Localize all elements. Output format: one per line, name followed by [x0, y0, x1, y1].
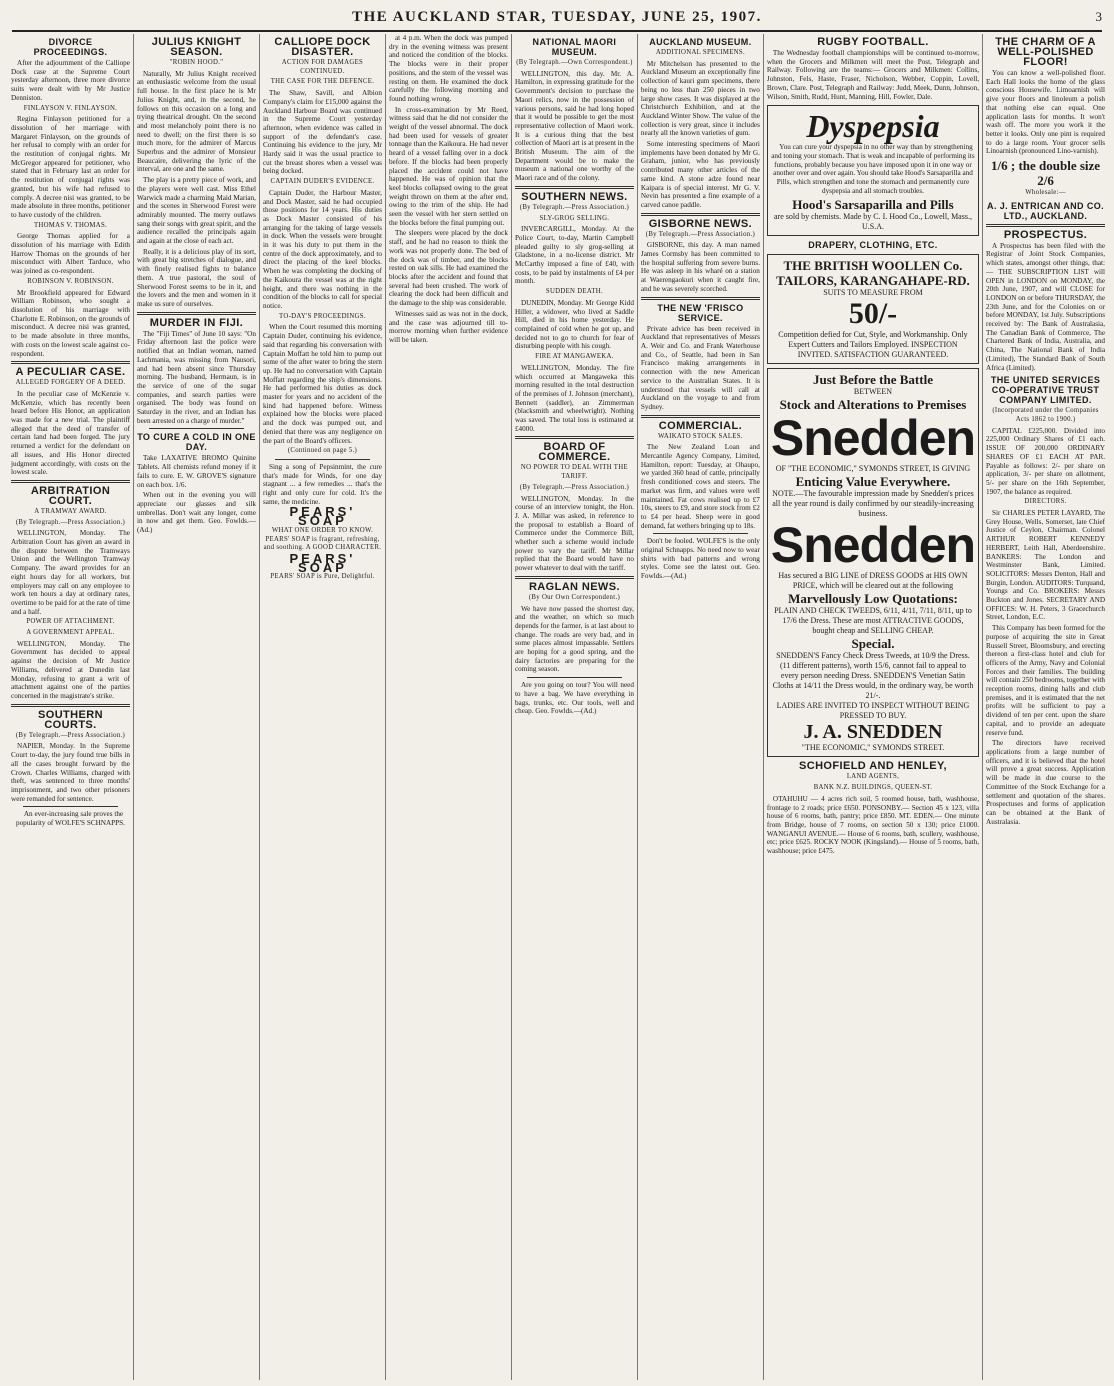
advertisement-text: SNEDDEN'S Fancy Check Dress Tweeds, at 10/9 the Dress. (11 different patterns), worth 15/6, cannot fail to appeal to every person needing Dress. SNEDDEN'S Venetian Satin Cloths at 14/11 the Dress would, in the ordinary way, be worth 21/-. — [772, 651, 974, 701]
article-text: Regina Finlayson petitioned for a dissolution of her marriage with Margaret Finlayson, on the grounds of her refusal to comply with an order for the restitution of conjugal rights. Mr McGregor appeared for petitioner, who stated that in February last an order for the restitution of conjugal rights was granted, but his wife had refused to comply. A decree nisi was granted, to be made absolute in three months, petitioner to have custody of the children. — [11, 115, 130, 219]
column-1 — [8, 34, 134, 1380]
subheading: DIRECTORS. — [1024, 498, 1067, 506]
article-text: Some interesting specimens of Maori implements have been donated by Mr G. Graham, junior, who has previously contributed many other articles of the same kind. A stone adze found near Kaipara is of special interest. Mr G. V. Nevin has presented a fine example of a carved canoe paddle. — [640, 140, 760, 209]
subheading: POWER OF ATTACHMENT. — [26, 618, 115, 626]
article-text: Mr Mitchelson has presented to the Auckland Museum an exceptionally fine collection of kauri gum specimens, there being no less than 250 pieces in two large show cases. It was displayed at the Christchurch Exhibition, and at the Auckland Winter Show. The value of the collection is very great, since it includes nearly all the known varieties of gum. — [640, 59, 760, 138]
advertisement-text: OF "THE ECONOMIC," SYMONDS STREET, IS GIVING — [775, 464, 971, 474]
ad-headline: Marvellously Low Quotations: — [788, 591, 958, 607]
divider — [11, 361, 130, 364]
advertisement-text: SUITS TO MEASURE FROM — [823, 288, 923, 298]
article-text: The play is a pretty piece of work, and the players were well cast. Miss Ethel Warwick made a charming Maid Marian, and the scenes in Sherwood Forest were admirably mounted. The merry outlaws sang their songs with great spirit, and the audience recalled the principals again and again at the close of each act. — [136, 176, 256, 246]
article-text: Really, it is a delicious play of its sort, with great big stretches of dialogue, and with finely realised fights to balance them. A true pastoral, the soul of Sherwood Forest seems to be in it, and the lovers and the men and women in it make us sure of ourselves. — [136, 247, 256, 308]
article-text: NAPIER, Monday. In the Supreme Court to-day, the jury found true bills in all the cases brought forward by the Crown. Charles Williams, charged with theft, was sentenced to three months' imprisonment, and two other prisoners were remanded for sentence. — [11, 742, 130, 803]
article-text: The sleepers were placed by the dock staff, and he had no reason to think the work was not properly done. The bed of the dock was of timber, and the blocks rested on oak sills. He had examined the blocks after the accident and found that several had been crushed. The work of clearing the dock had been difficult and the damage to the ship was considerable. — [388, 229, 508, 308]
advertisement-text: Competition defied for Cut, Style, and Workmanship. Only Expert Cutters and Tailors Employed. INSPECTION INVITED. SATISFACTION GUARANTEED. — [778, 330, 968, 360]
advertisement-text: You can know a well-polished floor. Each Hall looks the home of the glass conscious Housewife. Limoarnish will give your floors and linoleum a polish that nothing else can equal. One application lasts for months. It won't wash off. The more you work it the better it looks. Only one pint is required to do a large room. Your grocer sells Linoarnish (pronounced Lino-varnish). — [986, 69, 1106, 156]
article-text: In the peculiar case of McKenzie v. McKenzie, which has recently been heard before His Honor, an application was made for a new trial. The plaintiff alleged that the deed of transfer of certain land had been forged. The jury returned a verdict for the defendant on all issues, and His Honor directed judgment accordingly, with costs on the lowest scale. — [11, 389, 130, 477]
advertisement-text: OTAHUHU — 4 acres rich soil, 5 roomed house, bath, washhouse, frontage to 2 roads; price £650. PONSONBY.— Section 45 x 123, villa house of 6 rooms, bath, pantry; price £850. MT. EDEN.— One minute from Bridge, house of 7 rooms, on section 50 x 130; price £1000. WANGANUI AVENUE.— House of 6 rooms, bath, scullery, washhouse, etc; price £625. ROCKY NOOK (Kingsland).— House of 5 rooms, bath, washhouse; price £475. — [766, 794, 980, 856]
article-text: The New Zealand Loan and Mercantile Agency Company, Limited, Hamilton, report: Tuesday, at Ohaupo, we yarded 360 head of cattle, principally fresh conditioned cows and steers. The market was firm, and values were well maintained. Fat cows realised up to £7 10s, steers to £9, and store stock from £2 to £4 per head. Sheep were in good demand, fat wethers bringing up to 18s. — [640, 443, 760, 530]
advertisement-text: You can cure your dyspepsia in no other way than by strengthening and toning your stomach. That is weak and incapable of performing its functions, probably because you have imposed upon it in one way or another over and over again. You should take Hood's Sarsaparilla and Pills, which strengthen and tone the stomach and permanently cure dyspepsia and all stomach troubles. — [771, 143, 975, 195]
heading-maori-museum: NATIONAL MAORI MUSEUM. — [532, 37, 617, 57]
column-5 — [512, 34, 638, 1380]
article-text: Captain Duder, the Harbour Master, and Dock Master, said he had occupied those positions for 14 years. His duties as Dock Master consisted of his arranging for the taking of large vessels in dock. When the vessels were brought in it was his duty to put them in the centre of the dock approximately, and to direct the placing of the keel blocks. When he was completing the docking of the Kaikoura the vessel was at the right height, and there was nothing in the condition of the blocks to call for special notice. — [262, 188, 382, 310]
article-text: DUNEDIN, Monday. Mr George Kidd Hiller, a widower, who lived at Saddle Hill, died in his home yesterday. He complained of cold when he got up, and decided not to go to church for fear of disturbing people with his cough. — [514, 298, 634, 351]
subheading: BANK N.Z. BUILDINGS, QUEEN-ST. — [813, 784, 933, 792]
heading-divorce: DIVORCE PROCEEDINGS. — [33, 37, 108, 57]
advertisement-text: BETWEEN — [853, 387, 893, 397]
advertisement-text: PEARS' SOAP is Pure, Delightful. — [270, 573, 375, 581]
newspaper-title: THE AUCKLAND STAR, TUESDAY, JUNE 25, 1907. — [352, 8, 762, 25]
heading-arbitration: ARBITRATION COURT. — [30, 484, 111, 507]
divider — [275, 459, 370, 460]
pears-soap-logo: PEARS' SOAP — [289, 550, 356, 575]
divider — [653, 533, 748, 534]
heading-gisborne-news: GISBORNE NEWS. — [648, 217, 753, 230]
section-heading: DRAPERY, CLOTHING, ETC. — [808, 240, 938, 251]
subheading: A TRAMWAY AWARD. — [34, 507, 107, 515]
subheading: LAND AGENTS, — [846, 773, 900, 781]
advertisement-text: NOTE.—The favourable impression made by Snedden's prices all the year round is daily confirmed by our steadily-increasing business. — [772, 489, 974, 519]
article-text: George Thomas applied for a dissolution of his marriage with Edith Harrow Thomas on the grounds of her misconduct with Albert Tarduce, who was joined as co-respondent. — [11, 232, 130, 276]
subheading: WAIKATO STOCK SALES. — [657, 432, 743, 440]
article-text: WELLINGTON, Monday. The Arbitration Court has given an award in the dispute between the Tramways Union and the Wellington Tramway Company. The award provides for an eight hours day for all workers, but employers may call on any employee to work ten hours a day at ordinary rates, overtime to be paid for at the rate of time and a half. — [11, 529, 130, 616]
snedden-ad — [767, 368, 979, 757]
ad-headline: Enticing Value Everywhere. — [795, 474, 951, 490]
ad-price: 1/6 ; the double size 2/6 — [991, 158, 1101, 189]
article-text: A Prospectus has been filed with the Registrar of Joint Stock Companies, which states, amongst other things, that:— THE SUBSCRIPTION LIST will OPEN in LONDON on MONDAY, the 20th June, 1907, and will CLOSE for LONDON on or before THURSDAY, the 23th June, and for the Colonies on or before MONDAY, 1st July. Subscriptions received by: The Bank of Australasia, The Canadian Bank of Commerce, The Chartered Bank of India, Australia, and China, The National Bank of India (Limited), The Standard Bank of South Africa (Limited). — [986, 241, 1106, 372]
article-text: GISBORNE, this day. A man named James Cormsby has been committed to the hospital suffering from severe burns. He was asleep in his wharé on a station at Waerengaokuri when it caught fire, and he was severely scorched. — [640, 241, 760, 293]
divider — [641, 297, 760, 300]
masthead — [12, 4, 1102, 32]
page-number: 3 — [1095, 9, 1102, 24]
heading-frisco-service: THE NEW 'FRISCO SERVICE. — [657, 302, 744, 323]
subheading: NO POWER TO DEAL WITH THE TARIFF. — [520, 464, 628, 481]
ad-brand: Hood's Sarsaparilla and Pills — [792, 197, 954, 213]
subheading: TO-DAY'S PROCEEDINGS. — [279, 312, 366, 320]
subheading: CAPTAIN DUDER'S EVIDENCE. — [270, 178, 375, 186]
heading-board-commerce: BOARD OF COMMERCE. — [538, 441, 611, 464]
ad-headline: Dyspepsia — [806, 108, 940, 145]
column-8 — [983, 34, 1108, 1380]
article-text: The "Fiji Times" of June 10 says: "On Friday afternoon last the police were notified that an Indian woman, named Lachmania, was missing from Nausori, and had been absent since Thursday morning. The husband, Hermaun, is in the service of one of the sugar companies, and search parties were organised. The body was found on Saturday in the river, and an Indian has been arrested on a charge of murder." — [136, 329, 256, 425]
advertisement-text: When out in the evening you will appreciate our glasses and silk umbrellas. Don't wait any longer, come in now and get them. Geo. Fowlds.—(Ad.) — [136, 491, 256, 535]
subheading: "ROBIN HOOD." — [169, 59, 224, 66]
ad-headline: Special. — [851, 636, 895, 652]
article-text: In cross-examination by Mr Reed, witness said that he did not consider the weight of the vessel abnormal. The dock had been used for vessels of greater tonnage than the Kaikoura. He had never heard of a vessel falling over in a dock before. If the blocks had been properly placed the accident could not have happened. He was of opinion that the keel blocks collapsed owing to the great weight thrown on them at the after end, owing to the trim of the ship. He had seen the vessel with her stern settled on the blocks before the final pumping out. — [388, 105, 508, 227]
article-text: CAPITAL £225,000. Divided into 225,000 Ordinary Shares of £1 each. ISSUE OF 200,000 ORDINARY SHARES OF £1 EACH AT PAR. Payable as follows: 2/- per share on application, 3/- per share on allotment, 5/- per share on the 16th September, 1907, the balance as required. — [986, 426, 1106, 496]
article-text: When the Court resumed this morning Captain Duder, continuing his evidence, said that regarding his conversation with Captain Moffatt he told him to pump out some of the after water to bring the stern up. He had no conversation with Captain Moffatt regarding the ship's dimensions. He had performed his duties as dock master for years and no accident of the kind had happened before. Witness explained how the blocks were placed and the dock was pumped out, and denied that there was any negligence on the part of the Board's officers. — [262, 323, 382, 445]
heading-calliope-dock: CALLIOPE DOCK DISASTER. — [274, 36, 371, 58]
advertisement-text: "THE ECONOMIC," SYMONDS STREET. — [801, 743, 945, 753]
dateline: (By Telegraph.—Press Association.) — [519, 483, 630, 491]
article-text: After the adjournment of the Calliope Dock case at the Supreme Court yesterday afternoon, three more divorce suits were dealt with by Mr Justice Denniston. — [11, 59, 130, 102]
subheading: A GOVERNMENT APPEAL. — [26, 629, 115, 637]
divider — [641, 415, 760, 418]
ad-brand: THE BRITISH WOOLLEN Co. TAILORS, KARANGAHAPE-RD. — [776, 258, 970, 289]
dateline: (By Our Own Correspondent.) — [528, 593, 621, 601]
ad-headline: Stock and Alterations to Premises — [779, 397, 967, 413]
article-text: Sir CHARLES PETER LAYARD, The Grey House, Wells, Somerset, late Chief Justice of Ceylon, Chairman. Colonel ARTHUR ROBERT KENNEDY HERBERT, Leith Hall, Aberdeenshire. BANKERS: The London and Westminster Bank, Limited. SOLICITORS: Messrs Denton, Hall and Burgin, London. AUDITORS: Turquand, Youngs and Co. BROKERS: Messrs Buckton and Jones. SECRETARY AND OFFICES: W. H. Peters, 3 Gracechurch Street, London, E.C. — [986, 509, 1106, 622]
divider — [515, 576, 634, 579]
heading-polished-floor: THE CHARM OF A WELL-POLISHED FLOOR! — [995, 36, 1096, 68]
column-7 — [764, 34, 983, 1380]
subheading: FINLAYSON V. FINLAYSON. — [23, 104, 118, 112]
heading-southern-news: SOUTHERN NEWS. — [521, 190, 628, 203]
article-text: This Company has been formed for the purpose of acquiring the site in Great Russell Street, Bloomsbury, and erecting thereon a first-class hotel and club for officers of the Army, Navy and Colonial Forces and their families. The building will contain 250 bedrooms, together with reception rooms, dining halls and club premises, and it is estimated that the net profits will be sufficient to pay a dividend of ten per cent. upon the share capital, and to provide an adequate reserve fund. — [986, 624, 1106, 737]
heading-rugby: RUGBY FOOTBALL. — [817, 36, 929, 48]
subheading: SLY-GROG SELLING. — [539, 214, 610, 222]
agent-name: A. J. ENTRICAN AND CO. LTD., AUCKLAND. — [987, 200, 1105, 221]
article-text: at 4 p.m. When the dock was pumped dry in the evening witness was present and noticed the condition of the blocks. The blocks were in their proper positions, and the stem of the vessel was resting on them. He examined the dock carefully the following morning and found nothing wrong. — [388, 34, 508, 103]
divider — [23, 806, 118, 807]
dateline: (By Telegraph.—Press Association.) — [519, 203, 630, 211]
hoods-dyspepsia-ad — [767, 105, 979, 236]
heading-southern-courts: SOUTHERN COURTS. — [38, 708, 103, 731]
article-text: Naturally, Mr Julius Knight received an enthusiastic welcome from the usual full house. In the first place he is Mr Julius Knight, and, in the second, he follows on this occasion on a long and trying theatrical drought. On the second and most melancholy point there is no need to dwell; on the first there is so much more, for the admirer of Marcus Superbus and the admirer of Monsieur Beaucaire, delivering the lyric of the interval, are one and the same. — [136, 69, 256, 174]
heading-julius-knight: JULIUS KNIGHT SEASON. — [151, 36, 242, 58]
snedden-logo: J. A. SNEDDEN — [803, 721, 943, 744]
advertisement-text: An ever-increasing sale proves the popularity of WOLFE'S SCHNAPPS. — [15, 810, 125, 828]
article-text: WELLINGTON, Monday. The fire which occurred at Mangaweka this morning resulted in the total destruction of the premises of J. Johnson (merchant), Bennett (saddler), an Zimmerman (blacksmith and wheelwright). Nothing was saved. The total loss is estimated at £4000. — [514, 363, 634, 433]
subheading: ADDITIONAL SPECIMENS. — [655, 49, 745, 56]
article-text: WELLINGTON, Monday. In the course of an interview tonight, the Hon. J. A. Millar was asked, in reference to the proposal to establish a Board of Commerce under the Commerce Bill, whether such a scheme would include power to vary the tariff. Mr Millar replied that the Board would have no power whatever to deal with the tariff. — [514, 494, 634, 573]
snedden-logo: Snedden — [770, 517, 976, 574]
divider — [11, 704, 130, 707]
subheading: Wholesale:— — [1025, 189, 1066, 197]
article-text: The Wednesday football championships will be continued to-morrow, when the Grocers and Milkmen will meet the Post, Telegraph and Railway. Following are the teams:— Grocers and Milkmen: Collins, Johnston, Fels, Haste, Fraser, Nicholson, Webber, Coppin, Lovell, Brown, Clare. Post, Telegraph and Railway: Judd, Meek, Dunn, Johnson, Wilson, Smith, Rudd, Hunt, Manning, Hill, Fowler, Dale. — [766, 49, 980, 101]
dateline: (By Telegraph.—Press Association.) — [645, 230, 756, 238]
article-text: Mr Brookfield appeared for Edward William Robinson, who sought a dissolution of his marriage with Charlotte E. Robinson, on the grounds of misconduct. A decree nisi was granted, to be made absolute in three months, with costs on the lowest scale against co-respondent. — [11, 288, 130, 358]
column-2 — [134, 34, 260, 1380]
heading-murder-fiji: MURDER IN FIJI. — [149, 316, 244, 329]
ad-headline: Just Before the Battle — [812, 372, 933, 388]
pears-soap-logo: PEARS' SOAP — [289, 504, 356, 529]
advertisement-text: are sold by chemists. Made by C. I. Hood Co., Lowell, Mass., U.S.A. — [773, 212, 972, 232]
subheading: THOMAS V. THOMAS. — [33, 221, 108, 229]
snedden-logo: Snedden — [770, 410, 976, 467]
heading-prospectus: PROSPECTUS. — [1003, 228, 1088, 241]
column-3 — [260, 34, 386, 1380]
divider — [515, 436, 634, 439]
advertisement-text: Sing a song of Pepsinmint, the cure that's made for Winds, for one day stagnant ... a few remedies ... that's the right and only cure for cold. It's the same, the medicine. — [262, 462, 382, 506]
divider — [641, 213, 760, 216]
article-text: Witnesses said as was not in the dock, and the case was adjourned till to-morrow morning when further evidence will be taken. — [388, 309, 508, 344]
heading-auckland-museum: AUCKLAND MUSEUM. — [649, 37, 752, 47]
dateline: (By Telegraph.—Press Association.) — [15, 518, 126, 526]
divider — [137, 312, 256, 315]
advertisement-text: Has secured a BIG LINE of DRESS GOODS at HIS OWN PRICE, which will be cleared out at the following — [778, 571, 968, 591]
subheading: THE CASE FOR THE DEFENCE. — [270, 78, 375, 86]
columns — [8, 34, 1108, 1380]
advertisement-text: Take LAXATIVE BROMO Quinine Tablets. All chemists refund money if it fails to cure. E. W. GROVE'S signature on each box. 1/6. — [136, 454, 256, 489]
column-4 — [386, 34, 512, 1380]
subheading: (Incorporated under the Companies Acts 1862 to 1900.) — [992, 407, 1099, 423]
heading-raglan-news: RAGLAN NEWS. — [528, 580, 620, 593]
article-text: The directors have received applications from a large number of officers, and it is believed that the hotel will prove a great success. Application will be made in due course to the Committee of the Stock Exchange for a settlement and quotation of the shares. Prospectuses and forms of application can be obtained at the Bank of Australasia. — [986, 739, 1106, 826]
article-text: Private advice has been received in Auckland that representatives of Messrs A. Weir and Co. and Frank Waterhouse and Co., of Seattle, had been in San Francisco making arrangements in connection with the new American service to the Australian States. It is understood that vessels will call at Auckland on the voyage to and from Sydney. — [640, 324, 760, 411]
divider — [149, 428, 244, 429]
divider — [515, 186, 634, 189]
heading-peculiar-case: A PECULIAR CASE. — [15, 366, 126, 379]
heading-schofield-henley: SCHOFIELD AND HENLEY, — [799, 760, 947, 773]
divider — [11, 480, 130, 483]
subheading: SUDDEN DEATH. — [545, 288, 603, 296]
company-name: THE UNITED SERVICES CO-OPERATIVE TRUST COMPANY LIMITED. — [990, 375, 1101, 406]
article-text: The Shaw, Savill, and Albion Company's claim for £15,000 against the Auckland Harbour Board was continued in the Supreme Court yesterday afternoon, when evidence was called in support of the defendant's case. Continuing his evidence to the jury, Mr Hardy said it was the usual practice to cut the breast shores when a vessel was being docked. — [262, 89, 382, 176]
subheading: ACTION FOR DAMAGES CONTINUED. — [281, 59, 364, 75]
advertisement-text: PLAIN AND CHECK TWEEDS, 6/11, 4/11, 7/11, 8/11, up to 17/6 the Dress. These are most ATTRACTIVE GOODS, bought cheap and SELLING CHEAP. — [774, 606, 972, 636]
british-woollen-ad — [767, 254, 979, 364]
dateline: (By Telegraph.—Own Correspondent.) — [516, 59, 633, 66]
column-6 — [638, 34, 764, 1380]
ad-price: 50/- — [848, 297, 898, 331]
article-text: WELLINGTON, Monday. The Government has decided to appeal against the decision of Mr Justice Williams, delivered at Dunedin last Monday, refusing to grant a writ of attachment against one of the parties concerned in the magistrate's strike. — [11, 639, 130, 700]
article-text: We have now passed the shortest day, and the weather, on which so much depends for the farmer, is at last about to change. The roads are very bad, and in some places almost impassable. Settlers are hoping for a good spring, and the dairy factories are preparing for the coming season. — [514, 604, 634, 674]
advertisement-text: WHAT ONE ORDER TO KNOW. PEARS' SOAP is fragrant, refreshing, and soothing. A GOOD CHARACTER. — [263, 526, 382, 552]
divider — [527, 677, 622, 678]
advertisement-text: Are you going on tour? You will need to have a bag. We have everything in bags, trunks, etc. Our tools, well and cheap. Geo. Fowlds.—(Ad.) — [514, 681, 634, 716]
dateline: (By Telegraph.—Press Association.) — [15, 731, 126, 739]
subheading: ALLEGED FORGERY OF A DEED. — [15, 379, 126, 387]
article-text: INVERCARGILL, Monday. At the Police Court, to-day, Martin Campbell pleaded guilty to sly grog-selling at Gladstone, in a no-license district. Mr McCarthy imposed a fine of £40, with costs, to be paid by instalments of £4 per month. — [514, 225, 634, 286]
advertisement-heading: TO CURE A COLD IN ONE DAY. — [137, 432, 256, 453]
continued-note: (Continued on page 5.) — [287, 447, 358, 455]
subheading: FIRE AT MANGAWEKA. — [535, 353, 614, 361]
divider — [986, 224, 1105, 227]
article-text: WELLINGTON, this day. Mr. A. Hamilton, in expressing gratitude for the Government's decision to purchase the Maori relics, now in the possession of various persons, said he had long hoped that it would be possible to get the most representative collection of Maori work. It is a curious thing that the best collection of Maori art is at present in the British Museum. The aim of the Department would be to make the museum a national one worthy of the Maori race and of the colony. — [514, 69, 634, 183]
subheading: ROBINSON V. ROBINSON. — [27, 277, 114, 285]
advertisement-text: Don't be fooled. WOLFE'S is the only original Schnapps. No need now to wear shirts with bad patterns and wrong styles. Come see the latest out. Geo. Fowlds.—(Ad.) — [640, 537, 760, 581]
heading-commercial: COMMERCIAL. — [658, 419, 743, 432]
advertisement-text: LADIES ARE INVITED TO INSPECT WITHOUT BEING PRESSED TO BUY. — [776, 701, 970, 721]
